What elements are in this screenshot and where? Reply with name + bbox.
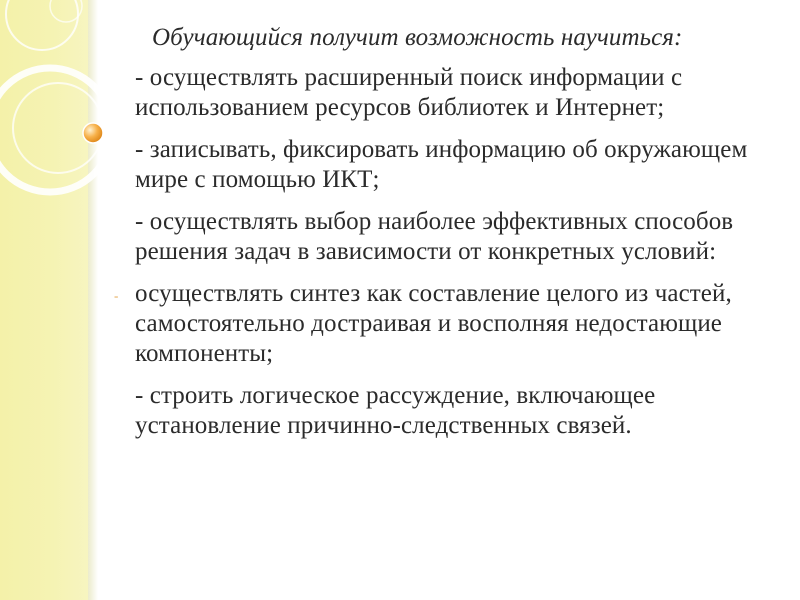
list-item — [100, 135, 780, 195]
top-ring — [6, 0, 78, 50]
list-item-text: - осуществлять выбор наиболее эффективных способов решения задач в зависимости от конкретных условий: — [135, 208, 734, 266]
list-item — [100, 381, 780, 441]
list-item — [100, 279, 780, 369]
list-item — [100, 207, 780, 267]
list-item-text: - записывать, фиксировать информацию об окружающем мире с помощью ИКТ; — [135, 136, 748, 194]
list-item — [100, 63, 780, 123]
list-item-text: осуществлять синтез как составление целого из частей, самостоятельно достраивая и восполняя недостающие компоненты; — [135, 280, 732, 368]
content-area — [100, 22, 780, 453]
bullet-marker: - — [114, 288, 119, 304]
list-item-text: - осуществлять расширенный поиск информации с использованием ресурсов библиотек и Интернет; — [135, 64, 683, 122]
slide-heading: Обучающийся получит возможность научиться: — [152, 24, 683, 51]
list-item-text: - строить логическое рассуждение, включающее установление причинно-следственных связей. — [135, 382, 656, 440]
